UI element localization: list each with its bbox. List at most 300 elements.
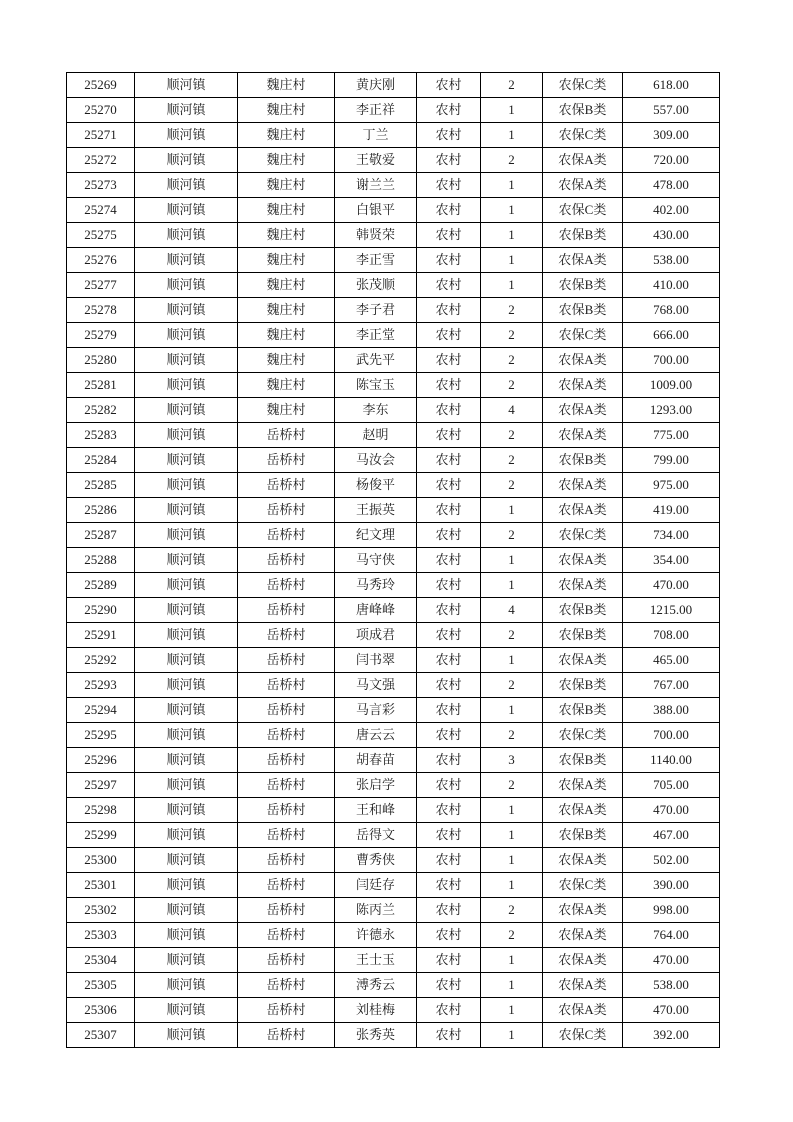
cell-household-type: 农村 [417,523,481,548]
cell-village: 岳桥村 [238,698,335,723]
table-row [67,548,720,573]
cell-person-count: 2 [481,623,543,648]
cell-record-id: 25286 [67,498,135,523]
table-row [67,998,720,1023]
cell-village: 岳桥村 [238,923,335,948]
cell-person-count: 3 [481,748,543,773]
cell-person-count: 2 [481,373,543,398]
cell-town: 顺河镇 [135,873,238,898]
cell-village: 魏庄村 [238,398,335,423]
cell-town: 顺河镇 [135,348,238,373]
cell-town: 顺河镇 [135,123,238,148]
cell-village: 魏庄村 [238,123,335,148]
cell-record-id: 25293 [67,673,135,698]
cell-household-type: 农村 [417,973,481,998]
cell-insurance-category: 农保B类 [543,273,623,298]
table-row [67,673,720,698]
cell-person-count: 1 [481,648,543,673]
cell-town: 顺河镇 [135,973,238,998]
cell-person-name: 马汝会 [335,448,417,473]
cell-record-id: 25291 [67,623,135,648]
cell-village: 岳桥村 [238,773,335,798]
cell-village: 岳桥村 [238,873,335,898]
cell-household-type: 农村 [417,273,481,298]
cell-household-type: 农村 [417,323,481,348]
cell-person-count: 2 [481,298,543,323]
cell-person-count: 1 [481,248,543,273]
table-row [67,748,720,773]
cell-person-name: 马言彩 [335,698,417,723]
cell-household-type: 农村 [417,823,481,848]
cell-household-type: 农村 [417,548,481,573]
cell-person-count: 2 [481,673,543,698]
roster-table-body [67,73,720,1048]
cell-household-type: 农村 [417,573,481,598]
cell-household-type: 农村 [417,223,481,248]
cell-village: 魏庄村 [238,98,335,123]
cell-insurance-category: 农保C类 [543,523,623,548]
cell-town: 顺河镇 [135,723,238,748]
table-row [67,73,720,98]
cell-person-name: 李正祥 [335,98,417,123]
cell-insurance-category: 农保A类 [543,423,623,448]
cell-village: 岳桥村 [238,973,335,998]
cell-record-id: 25300 [67,848,135,873]
insurance-roster-table [66,72,720,1048]
cell-record-id: 25270 [67,98,135,123]
cell-town: 顺河镇 [135,648,238,673]
cell-amount: 478.00 [623,173,720,198]
cell-person-name: 唐峰峰 [335,598,417,623]
table-row [67,598,720,623]
cell-town: 顺河镇 [135,698,238,723]
cell-town: 顺河镇 [135,798,238,823]
cell-amount: 700.00 [623,348,720,373]
cell-household-type: 农村 [417,773,481,798]
cell-person-name: 溥秀云 [335,973,417,998]
cell-record-id: 25307 [67,1023,135,1048]
cell-insurance-category: 农保A类 [543,848,623,873]
cell-person-name: 李正雪 [335,248,417,273]
cell-town: 顺河镇 [135,298,238,323]
cell-person-count: 1 [481,848,543,873]
cell-person-count: 1 [481,798,543,823]
cell-household-type: 农村 [417,348,481,373]
cell-town: 顺河镇 [135,748,238,773]
cell-person-name: 闫廷存 [335,873,417,898]
cell-village: 魏庄村 [238,323,335,348]
cell-village: 魏庄村 [238,298,335,323]
cell-person-name: 刘桂梅 [335,998,417,1023]
cell-person-name: 丁兰 [335,123,417,148]
cell-household-type: 农村 [417,948,481,973]
cell-person-name: 闫书翠 [335,648,417,673]
cell-amount: 465.00 [623,648,720,673]
cell-village: 岳桥村 [238,723,335,748]
cell-town: 顺河镇 [135,98,238,123]
cell-person-count: 1 [481,1023,543,1048]
cell-record-id: 25299 [67,823,135,848]
cell-person-count: 2 [481,898,543,923]
cell-household-type: 农村 [417,248,481,273]
table-row [67,198,720,223]
cell-insurance-category: 农保C类 [543,323,623,348]
cell-household-type: 农村 [417,398,481,423]
cell-person-name: 李正堂 [335,323,417,348]
cell-person-name: 黄庆刚 [335,73,417,98]
cell-village: 岳桥村 [238,523,335,548]
cell-amount: 430.00 [623,223,720,248]
cell-village: 岳桥村 [238,823,335,848]
cell-record-id: 25278 [67,298,135,323]
cell-insurance-category: 农保B类 [543,673,623,698]
cell-amount: 470.00 [623,998,720,1023]
cell-person-name: 王和峰 [335,798,417,823]
cell-record-id: 25288 [67,548,135,573]
cell-insurance-category: 农保A类 [543,398,623,423]
table-row [67,398,720,423]
cell-record-id: 25269 [67,73,135,98]
table-row [67,323,720,348]
cell-insurance-category: 农保A类 [543,348,623,373]
cell-amount: 975.00 [623,473,720,498]
cell-amount: 538.00 [623,248,720,273]
cell-village: 魏庄村 [238,223,335,248]
table-row [67,523,720,548]
cell-person-count: 1 [481,823,543,848]
cell-record-id: 25290 [67,598,135,623]
cell-insurance-category: 农保A类 [543,898,623,923]
cell-household-type: 农村 [417,598,481,623]
cell-town: 顺河镇 [135,848,238,873]
cell-insurance-category: 农保A类 [543,173,623,198]
cell-record-id: 25285 [67,473,135,498]
cell-household-type: 农村 [417,998,481,1023]
cell-amount: 799.00 [623,448,720,473]
table-row [67,273,720,298]
cell-record-id: 25301 [67,873,135,898]
cell-amount: 538.00 [623,973,720,998]
cell-person-count: 1 [481,948,543,973]
table-row [67,423,720,448]
cell-village: 魏庄村 [238,173,335,198]
cell-insurance-category: 农保B类 [543,223,623,248]
cell-household-type: 农村 [417,123,481,148]
cell-insurance-category: 农保A类 [543,648,623,673]
cell-amount: 705.00 [623,773,720,798]
cell-household-type: 农村 [417,298,481,323]
cell-person-count: 2 [481,523,543,548]
cell-person-count: 1 [481,98,543,123]
cell-household-type: 农村 [417,448,481,473]
cell-insurance-category: 农保B类 [543,448,623,473]
cell-village: 魏庄村 [238,198,335,223]
cell-town: 顺河镇 [135,498,238,523]
cell-town: 顺河镇 [135,323,238,348]
cell-household-type: 农村 [417,198,481,223]
cell-town: 顺河镇 [135,148,238,173]
cell-household-type: 农村 [417,373,481,398]
cell-household-type: 农村 [417,73,481,98]
cell-person-name: 许德永 [335,923,417,948]
cell-record-id: 25271 [67,123,135,148]
table-row [67,948,720,973]
cell-village: 岳桥村 [238,748,335,773]
cell-insurance-category: 农保B类 [543,748,623,773]
cell-town: 顺河镇 [135,548,238,573]
cell-amount: 557.00 [623,98,720,123]
cell-record-id: 25305 [67,973,135,998]
cell-person-name: 王敬爱 [335,148,417,173]
cell-amount: 309.00 [623,123,720,148]
cell-person-count: 1 [481,573,543,598]
cell-person-name: 谢兰兰 [335,173,417,198]
cell-town: 顺河镇 [135,523,238,548]
cell-person-count: 4 [481,598,543,623]
table-row [67,648,720,673]
cell-village: 岳桥村 [238,473,335,498]
cell-insurance-category: 农保A类 [543,373,623,398]
cell-village: 岳桥村 [238,848,335,873]
cell-person-name: 胡春苗 [335,748,417,773]
table-row [67,848,720,873]
cell-town: 顺河镇 [135,773,238,798]
cell-amount: 467.00 [623,823,720,848]
cell-town: 顺河镇 [135,673,238,698]
cell-person-count: 1 [481,873,543,898]
cell-record-id: 25275 [67,223,135,248]
cell-amount: 708.00 [623,623,720,648]
cell-town: 顺河镇 [135,898,238,923]
cell-insurance-category: 农保A类 [543,573,623,598]
cell-person-name: 武先平 [335,348,417,373]
cell-town: 顺河镇 [135,423,238,448]
cell-person-name: 曹秀侠 [335,848,417,873]
cell-household-type: 农村 [417,623,481,648]
cell-village: 岳桥村 [238,948,335,973]
cell-person-count: 1 [481,548,543,573]
table-row [67,148,720,173]
cell-record-id: 25287 [67,523,135,548]
cell-household-type: 农村 [417,798,481,823]
cell-town: 顺河镇 [135,948,238,973]
table-row [67,823,720,848]
cell-person-count: 1 [481,173,543,198]
cell-amount: 700.00 [623,723,720,748]
cell-amount: 470.00 [623,798,720,823]
cell-record-id: 25306 [67,998,135,1023]
cell-household-type: 农村 [417,648,481,673]
cell-amount: 618.00 [623,73,720,98]
cell-person-count: 2 [481,773,543,798]
cell-town: 顺河镇 [135,173,238,198]
cell-household-type: 农村 [417,173,481,198]
cell-village: 魏庄村 [238,148,335,173]
table-row [67,448,720,473]
cell-insurance-category: 农保A类 [543,973,623,998]
cell-person-name: 杨俊平 [335,473,417,498]
cell-amount: 764.00 [623,923,720,948]
cell-person-count: 1 [481,698,543,723]
cell-person-count: 2 [481,448,543,473]
cell-village: 岳桥村 [238,673,335,698]
cell-person-name: 张秀英 [335,1023,417,1048]
cell-record-id: 25303 [67,923,135,948]
cell-village: 岳桥村 [238,623,335,648]
cell-household-type: 农村 [417,673,481,698]
cell-record-id: 25289 [67,573,135,598]
cell-person-name: 马文强 [335,673,417,698]
cell-town: 顺河镇 [135,923,238,948]
cell-town: 顺河镇 [135,998,238,1023]
cell-household-type: 农村 [417,923,481,948]
cell-record-id: 25276 [67,248,135,273]
cell-person-count: 2 [481,348,543,373]
cell-person-count: 1 [481,273,543,298]
cell-amount: 390.00 [623,873,720,898]
cell-insurance-category: 农保A类 [543,998,623,1023]
cell-person-count: 2 [481,923,543,948]
table-row [67,173,720,198]
cell-insurance-category: 农保A类 [543,773,623,798]
cell-town: 顺河镇 [135,273,238,298]
cell-amount: 502.00 [623,848,720,873]
cell-person-name: 马守侠 [335,548,417,573]
cell-town: 顺河镇 [135,598,238,623]
cell-amount: 470.00 [623,573,720,598]
cell-record-id: 25281 [67,373,135,398]
cell-person-name: 赵明 [335,423,417,448]
cell-household-type: 农村 [417,473,481,498]
cell-record-id: 25279 [67,323,135,348]
table-row [67,798,720,823]
cell-person-count: 2 [481,473,543,498]
cell-person-name: 唐云云 [335,723,417,748]
cell-amount: 1215.00 [623,598,720,623]
cell-amount: 666.00 [623,323,720,348]
cell-insurance-category: 农保C类 [543,873,623,898]
cell-insurance-category: 农保C类 [543,123,623,148]
cell-record-id: 25302 [67,898,135,923]
cell-person-name: 王振英 [335,498,417,523]
cell-household-type: 农村 [417,898,481,923]
table-row [67,723,720,748]
table-row [67,873,720,898]
cell-village: 岳桥村 [238,798,335,823]
cell-insurance-category: 农保B类 [543,598,623,623]
cell-record-id: 25295 [67,723,135,748]
cell-insurance-category: 农保A类 [543,473,623,498]
table-row [67,1023,720,1048]
cell-person-name: 白银平 [335,198,417,223]
cell-amount: 470.00 [623,948,720,973]
cell-amount: 1293.00 [623,398,720,423]
cell-household-type: 农村 [417,698,481,723]
table-row [67,223,720,248]
cell-insurance-category: 农保B类 [543,623,623,648]
cell-record-id: 25272 [67,148,135,173]
cell-town: 顺河镇 [135,373,238,398]
cell-household-type: 农村 [417,1023,481,1048]
cell-record-id: 25297 [67,773,135,798]
cell-village: 魏庄村 [238,348,335,373]
cell-amount: 354.00 [623,548,720,573]
cell-person-name: 李子君 [335,298,417,323]
cell-village: 岳桥村 [238,648,335,673]
cell-amount: 734.00 [623,523,720,548]
cell-person-name: 纪文理 [335,523,417,548]
cell-town: 顺河镇 [135,448,238,473]
cell-amount: 388.00 [623,698,720,723]
cell-person-count: 2 [481,323,543,348]
cell-village: 岳桥村 [238,1023,335,1048]
cell-insurance-category: 农保A类 [543,248,623,273]
table-row [67,898,720,923]
cell-village: 岳桥村 [238,548,335,573]
table-row [67,473,720,498]
cell-person-name: 项成君 [335,623,417,648]
cell-household-type: 农村 [417,148,481,173]
cell-person-name: 张茂顺 [335,273,417,298]
cell-record-id: 25298 [67,798,135,823]
cell-insurance-category: 农保C类 [543,73,623,98]
cell-record-id: 25292 [67,648,135,673]
cell-amount: 419.00 [623,498,720,523]
cell-village: 岳桥村 [238,598,335,623]
table-row [67,248,720,273]
cell-household-type: 农村 [417,748,481,773]
cell-person-count: 1 [481,998,543,1023]
cell-record-id: 25282 [67,398,135,423]
cell-town: 顺河镇 [135,573,238,598]
cell-insurance-category: 农保A类 [543,498,623,523]
table-row [67,923,720,948]
cell-person-name: 岳得文 [335,823,417,848]
cell-amount: 768.00 [623,298,720,323]
cell-town: 顺河镇 [135,198,238,223]
cell-insurance-category: 农保A类 [543,948,623,973]
table-row [67,348,720,373]
cell-town: 顺河镇 [135,473,238,498]
cell-insurance-category: 农保A类 [543,548,623,573]
cell-record-id: 25304 [67,948,135,973]
cell-household-type: 农村 [417,723,481,748]
cell-insurance-category: 农保C类 [543,723,623,748]
cell-record-id: 25294 [67,698,135,723]
table-row [67,698,720,723]
cell-village: 魏庄村 [238,73,335,98]
cell-person-count: 1 [481,973,543,998]
cell-insurance-category: 农保A类 [543,148,623,173]
cell-record-id: 25274 [67,198,135,223]
cell-town: 顺河镇 [135,398,238,423]
table-row [67,373,720,398]
table-row [67,123,720,148]
cell-insurance-category: 农保B类 [543,823,623,848]
cell-insurance-category: 农保B类 [543,698,623,723]
cell-amount: 998.00 [623,898,720,923]
cell-amount: 1140.00 [623,748,720,773]
cell-insurance-category: 农保A类 [543,798,623,823]
cell-village: 岳桥村 [238,998,335,1023]
cell-insurance-category: 农保B类 [543,98,623,123]
cell-amount: 1009.00 [623,373,720,398]
cell-household-type: 农村 [417,98,481,123]
cell-person-count: 2 [481,423,543,448]
cell-record-id: 25280 [67,348,135,373]
cell-person-count: 2 [481,148,543,173]
cell-household-type: 农村 [417,498,481,523]
